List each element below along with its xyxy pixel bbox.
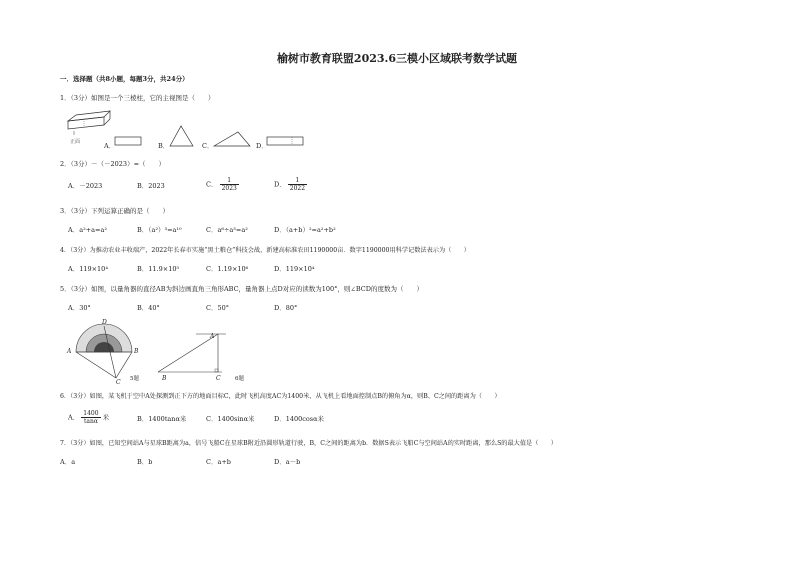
q7-option-b: B．b: [137, 458, 153, 466]
q3-option-a: A．a²+a=a²: [68, 226, 107, 234]
q4-option-c: C．1.19×10⁶: [206, 265, 249, 273]
q1-option-b-shape: [168, 124, 196, 148]
question-4-stem: 4．（3分）为推动农业丰收端产，2022年长春市实施“黑土粮仓”科技会战，新建高标准农田1190000亩．数字1190000用科学记数法表示为（ ）: [60, 247, 470, 254]
numerator: 1400: [83, 410, 99, 417]
q2-option-c-fraction: [220, 177, 239, 192]
q6-option-a-unit: 米: [102, 413, 110, 422]
fig5-caption: 5题: [130, 376, 139, 382]
q6-option-a: [68, 410, 109, 425]
q4-option-d: D．119×10⁴: [274, 265, 315, 273]
q4-option-b: B．11.9×10⁵: [137, 265, 180, 273]
q6-option-a-fraction: [81, 410, 100, 425]
q1-option-d-label: D．: [256, 142, 268, 150]
q7-option-c: C．a+b: [206, 458, 231, 466]
question-3-stem: 3．（3分）下列运算正确的是（ ）: [60, 207, 170, 215]
q5-option-d: D．80°: [274, 304, 298, 312]
q7-option-a: A．a: [60, 458, 76, 466]
q2-option-d: [274, 177, 307, 192]
q5-option-b: B．40°: [137, 304, 160, 312]
q1-option-c-shape: [212, 130, 252, 148]
fig6-point-a: A: [210, 333, 215, 340]
q2-option-a: A．－2023: [68, 182, 103, 190]
q3-option-c: C．a⁶÷a³=a²: [206, 226, 248, 234]
fig6-caption: 6题: [235, 376, 244, 382]
q2-option-d-label: D．: [274, 180, 286, 189]
question-2-stem: 2．（3分）－（－2023）=（ ）: [60, 160, 166, 168]
fig5-point-a: A: [67, 348, 72, 355]
q6-option-b: B．1400tanα米: [137, 415, 187, 423]
question-6-stem: 6．（3分）如图，某飞机于空中A处探测到正下方的地面目标C，此时飞机高度AC为1400米，从飞机上看地面控制点B的俯角为α，则B、C之间的距离为（ ）: [60, 393, 501, 400]
denominator: 2023: [221, 185, 237, 192]
front-label: 正面: [70, 139, 81, 145]
q1-option-c-label: C．: [202, 142, 214, 150]
numerator: 1: [288, 177, 307, 185]
q3-option-b: B．（a²）³=a¹⁰: [137, 226, 182, 234]
triangle-figure: [156, 330, 236, 376]
q5-option-c: C．50°: [206, 304, 229, 312]
q2-option-c-label: C．: [206, 180, 218, 189]
q6-option-c: C．1400sinα米: [206, 415, 255, 423]
q1-option-a-shape: [114, 135, 144, 147]
numerator: 1: [220, 177, 239, 185]
q4-option-a: A．119×10⁴: [68, 265, 108, 273]
q1-option-d-shape: [266, 135, 306, 147]
q2-option-d-fraction: [288, 177, 307, 192]
fig6-point-c: C: [216, 375, 221, 382]
question-5-stem: 5．（3分）如图，以量角器的直径AB为斜边画直角三角形ABC，量角器上点D对应的读数为100°，则∠BCD的度数为（ ）: [60, 285, 423, 293]
q1-option-b-label: B．: [158, 142, 170, 150]
q6-option-a-label: A．: [68, 413, 80, 422]
section-heading: 一．选择题（共8小题，每题3分，共24分）: [60, 75, 189, 83]
q2-option-b: B．2023: [137, 182, 165, 190]
denominator: tanα: [83, 418, 98, 425]
fig5-point-c: C: [116, 379, 121, 386]
fig6-point-b: B: [162, 375, 167, 382]
fig5-point-d: D: [102, 319, 107, 326]
q2-option-c: [206, 177, 239, 192]
q5-option-a: A．30°: [68, 304, 91, 312]
fig5-point-b: B: [134, 348, 139, 355]
q6-option-d: D．1400cosα米: [274, 415, 325, 423]
denominator: 2022: [289, 185, 306, 192]
page-title: 榆树市教育联盟2023.6三模小区域联考数学试题: [276, 52, 518, 65]
q7-option-d: D．a－b: [274, 458, 301, 466]
q1-option-a-label: A．: [104, 142, 116, 150]
q3-option-d: D．（a+b）²=a²+b²: [274, 226, 336, 234]
question-1-stem: 1．（3分）如图是一个三棱柱，它的主视图是（ ）: [60, 94, 215, 102]
question-7-stem: 7．（3分）如图，已知空间站A与星球B距离为a，信号飞船C在星球B附近沿圆形轨道行驶，B，C之间的距离为b．数据S表示飞船C与空间站A的实时距离，那么S的最大值是（ ）: [60, 440, 557, 447]
prism-figure: [64, 107, 114, 141]
